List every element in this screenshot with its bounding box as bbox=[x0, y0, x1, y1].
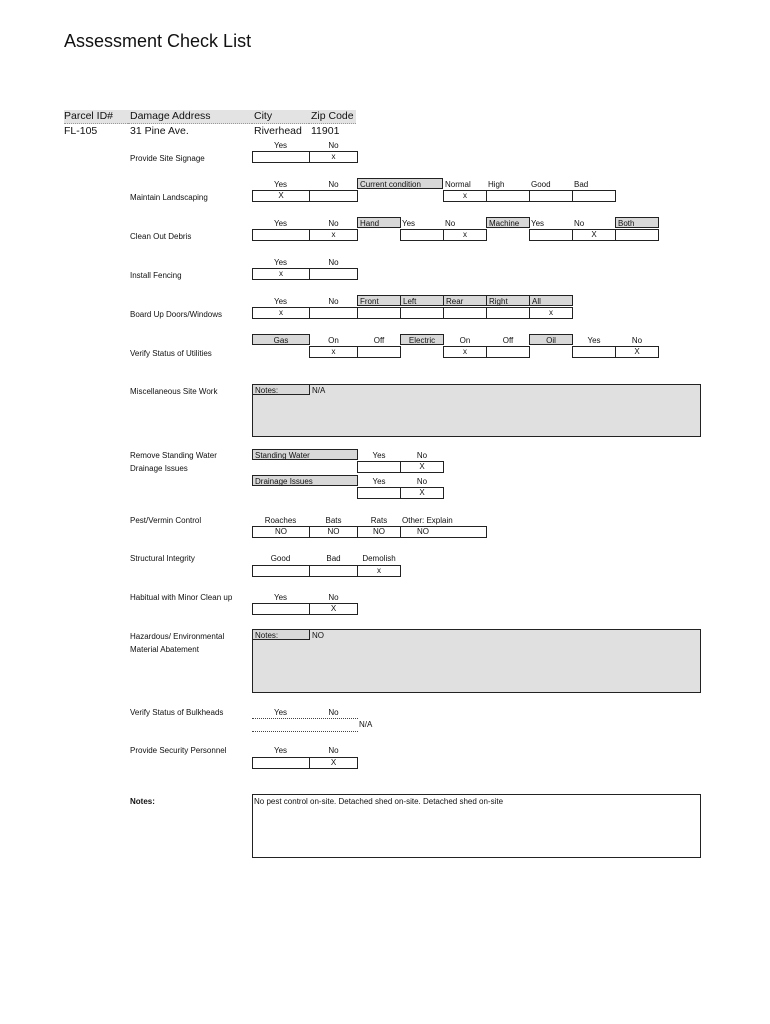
gas-on-header: On bbox=[328, 336, 339, 345]
habitual-label: Habitual with Minor Clean up bbox=[130, 593, 233, 602]
boardup-no-header: No bbox=[328, 297, 339, 306]
front-box[interactable] bbox=[357, 307, 401, 319]
fencing-yes-box[interactable]: x bbox=[252, 268, 310, 280]
bulkheads-label: Verify Status of Bulkheads bbox=[130, 708, 224, 717]
debris-no-header: No bbox=[328, 219, 339, 228]
oil-no-box[interactable]: X bbox=[615, 346, 659, 358]
drainage-issues-header: Drainage Issues bbox=[252, 475, 358, 486]
hand-no-box[interactable]: x bbox=[443, 229, 487, 241]
misc-notes-label: Notes: bbox=[252, 384, 310, 395]
rear-header: Rear bbox=[443, 295, 487, 306]
drainage-yes-header: Yes bbox=[372, 477, 386, 486]
struct-demolish-header: Demolish bbox=[362, 554, 396, 563]
gas-off-box[interactable] bbox=[357, 346, 401, 358]
zip-label: Zip Code bbox=[309, 110, 356, 124]
machine-header: Machine bbox=[486, 217, 530, 228]
debris-yes-box[interactable] bbox=[252, 229, 310, 241]
bats-box[interactable]: NO bbox=[309, 526, 358, 538]
security-no-header: No bbox=[328, 746, 339, 755]
bulkheads-no-header: No bbox=[328, 708, 339, 717]
standing-yes-box[interactable] bbox=[357, 461, 401, 473]
struct-demolish-box[interactable]: x bbox=[357, 565, 401, 577]
signage-no-box[interactable]: x bbox=[309, 151, 358, 163]
fencing-no-header: No bbox=[328, 258, 339, 267]
struct-good-box[interactable] bbox=[252, 565, 310, 577]
address-value: 31 Pine Ave. bbox=[130, 125, 189, 137]
left-header: Left bbox=[400, 295, 444, 306]
bats-header: Bats bbox=[325, 516, 342, 525]
electric-off-box[interactable] bbox=[486, 346, 530, 358]
security-yes-box[interactable] bbox=[252, 757, 310, 769]
page-title: Assessment Check List bbox=[64, 31, 252, 51]
utilities-label: Verify Status of Utilities bbox=[130, 349, 212, 358]
bad-box[interactable] bbox=[572, 190, 616, 202]
debris-label: Clean Out Debris bbox=[130, 232, 192, 241]
gas-off-header: Off bbox=[373, 336, 385, 345]
rats-box[interactable]: NO bbox=[357, 526, 401, 538]
signage-yes-header: Yes bbox=[273, 141, 288, 150]
bulkheads-na: N/A bbox=[359, 720, 373, 729]
fencing-yes-header: Yes bbox=[273, 258, 288, 267]
hazardous-notes-value: NO bbox=[312, 631, 324, 640]
security-yes-header: Yes bbox=[273, 746, 288, 755]
notes-value: No pest control on-site. Detached shed on-site. Detached shed on-site bbox=[254, 797, 504, 806]
current-condition-header: Current condition bbox=[357, 178, 443, 189]
misc-label: Miscellaneous Site Work bbox=[130, 387, 218, 396]
gas-header: Gas bbox=[252, 334, 310, 345]
drainage-no-header: No bbox=[416, 477, 428, 486]
normal-header: Normal bbox=[445, 180, 471, 189]
address-label: Damage Address bbox=[128, 110, 254, 124]
security-label: Provide Security Personnel bbox=[130, 746, 227, 755]
boardup-yes-box[interactable]: x bbox=[252, 307, 310, 319]
both-box[interactable] bbox=[615, 229, 659, 241]
machine-no-box[interactable]: X bbox=[572, 229, 616, 241]
drainage-no-box[interactable]: X bbox=[400, 487, 444, 499]
hazardous-label: Hazardous/ Environmental bbox=[130, 632, 225, 641]
signage-label: Provide Site Signage bbox=[130, 154, 205, 163]
pest-label: Pest/Vermin Control bbox=[130, 516, 202, 525]
fencing-no-box[interactable] bbox=[309, 268, 358, 280]
struct-good-header: Good bbox=[270, 554, 291, 563]
both-header: Both bbox=[615, 217, 659, 228]
hand-yes-header: Yes bbox=[402, 219, 416, 228]
electric-off-header: Off bbox=[502, 336, 514, 345]
drainage-yes-box[interactable] bbox=[357, 487, 401, 499]
rear-box[interactable] bbox=[443, 307, 487, 319]
all-box[interactable]: x bbox=[529, 307, 573, 319]
landscaping-yes-box[interactable]: X bbox=[252, 190, 310, 202]
normal-box[interactable]: x bbox=[443, 190, 487, 202]
gas-on-box[interactable]: x bbox=[309, 346, 358, 358]
misc-notes-value: N/A bbox=[312, 386, 326, 395]
high-box[interactable] bbox=[486, 190, 530, 202]
abatement-label: Material Abatement bbox=[130, 645, 199, 654]
oil-yes-box[interactable] bbox=[572, 346, 616, 358]
oil-no-header: No bbox=[631, 336, 643, 345]
other-box[interactable]: NO bbox=[400, 526, 487, 538]
city-label: City bbox=[252, 110, 311, 124]
good-header: Good bbox=[531, 180, 551, 189]
security-no-box[interactable]: X bbox=[309, 757, 358, 769]
roaches-header: Roaches bbox=[264, 516, 297, 525]
debris-no-box[interactable]: x bbox=[309, 229, 358, 241]
electric-on-header: On bbox=[459, 336, 471, 345]
notes-label: Notes: bbox=[130, 797, 155, 806]
rats-header: Rats bbox=[370, 516, 388, 525]
parcel-label: Parcel ID# bbox=[64, 110, 128, 124]
water-label: Remove Standing Water bbox=[130, 451, 217, 460]
electric-on-box[interactable]: x bbox=[443, 346, 487, 358]
bad-header: Bad bbox=[574, 180, 589, 189]
hand-yes-box[interactable] bbox=[400, 229, 444, 241]
landscaping-no-box[interactable] bbox=[309, 190, 358, 202]
landscaping-yes-header: Yes bbox=[273, 180, 288, 189]
landscaping-label: Maintain Landscaping bbox=[130, 193, 208, 202]
standing-water-header: Standing Water bbox=[252, 449, 358, 460]
zip-value: 11901 bbox=[311, 125, 340, 137]
structural-label: Structural Integrity bbox=[130, 554, 195, 563]
high-header: High bbox=[488, 180, 505, 189]
bulkheads-yes-header: Yes bbox=[273, 708, 288, 717]
city-value: Riverhead bbox=[254, 125, 302, 137]
all-header: All bbox=[529, 295, 573, 306]
hand-no-header: No bbox=[445, 219, 456, 228]
right-box[interactable] bbox=[486, 307, 530, 319]
hazardous-notes-label: Notes: bbox=[252, 629, 310, 640]
boardup-no-box[interactable] bbox=[309, 307, 358, 319]
good-box[interactable] bbox=[529, 190, 573, 202]
parcel-value: FL-105 bbox=[64, 125, 98, 137]
habitual-yes-box[interactable] bbox=[252, 603, 310, 615]
drainage-label: Drainage Issues bbox=[130, 464, 188, 473]
standing-no-header: No bbox=[416, 451, 428, 460]
machine-yes-header: Yes bbox=[531, 219, 545, 228]
oil-header: Oil bbox=[529, 334, 573, 345]
electric-header: Electric bbox=[400, 334, 444, 345]
machine-no-header: No bbox=[574, 219, 585, 228]
hand-header: Hand bbox=[357, 217, 401, 228]
machine-yes-box[interactable] bbox=[529, 229, 573, 241]
fencing-label: Install Fencing bbox=[130, 271, 182, 280]
front-header: Front bbox=[357, 295, 401, 306]
right-header: Right bbox=[486, 295, 530, 306]
roaches-box[interactable]: NO bbox=[252, 526, 310, 538]
struct-bad-box[interactable] bbox=[309, 565, 358, 577]
standing-yes-header: Yes bbox=[372, 451, 386, 460]
signage-no-header: No bbox=[328, 141, 339, 150]
signage-yes-box[interactable] bbox=[252, 151, 310, 163]
other-header: Other: Explain bbox=[402, 516, 453, 525]
debris-yes-header: Yes bbox=[273, 219, 288, 228]
boardup-yes-header: Yes bbox=[273, 297, 288, 306]
struct-bad-header: Bad bbox=[326, 554, 341, 563]
habitual-no-box[interactable]: X bbox=[309, 603, 358, 615]
boardup-label: Board Up Doors/Windows bbox=[130, 310, 223, 319]
landscaping-no-header: No bbox=[328, 180, 339, 189]
habitual-no-header: No bbox=[328, 593, 339, 602]
oil-yes-header: Yes bbox=[587, 336, 601, 345]
bulkheads-field[interactable] bbox=[252, 718, 358, 732]
left-box[interactable] bbox=[400, 307, 444, 319]
habitual-yes-header: Yes bbox=[273, 593, 288, 602]
standing-no-box[interactable]: X bbox=[400, 461, 444, 473]
